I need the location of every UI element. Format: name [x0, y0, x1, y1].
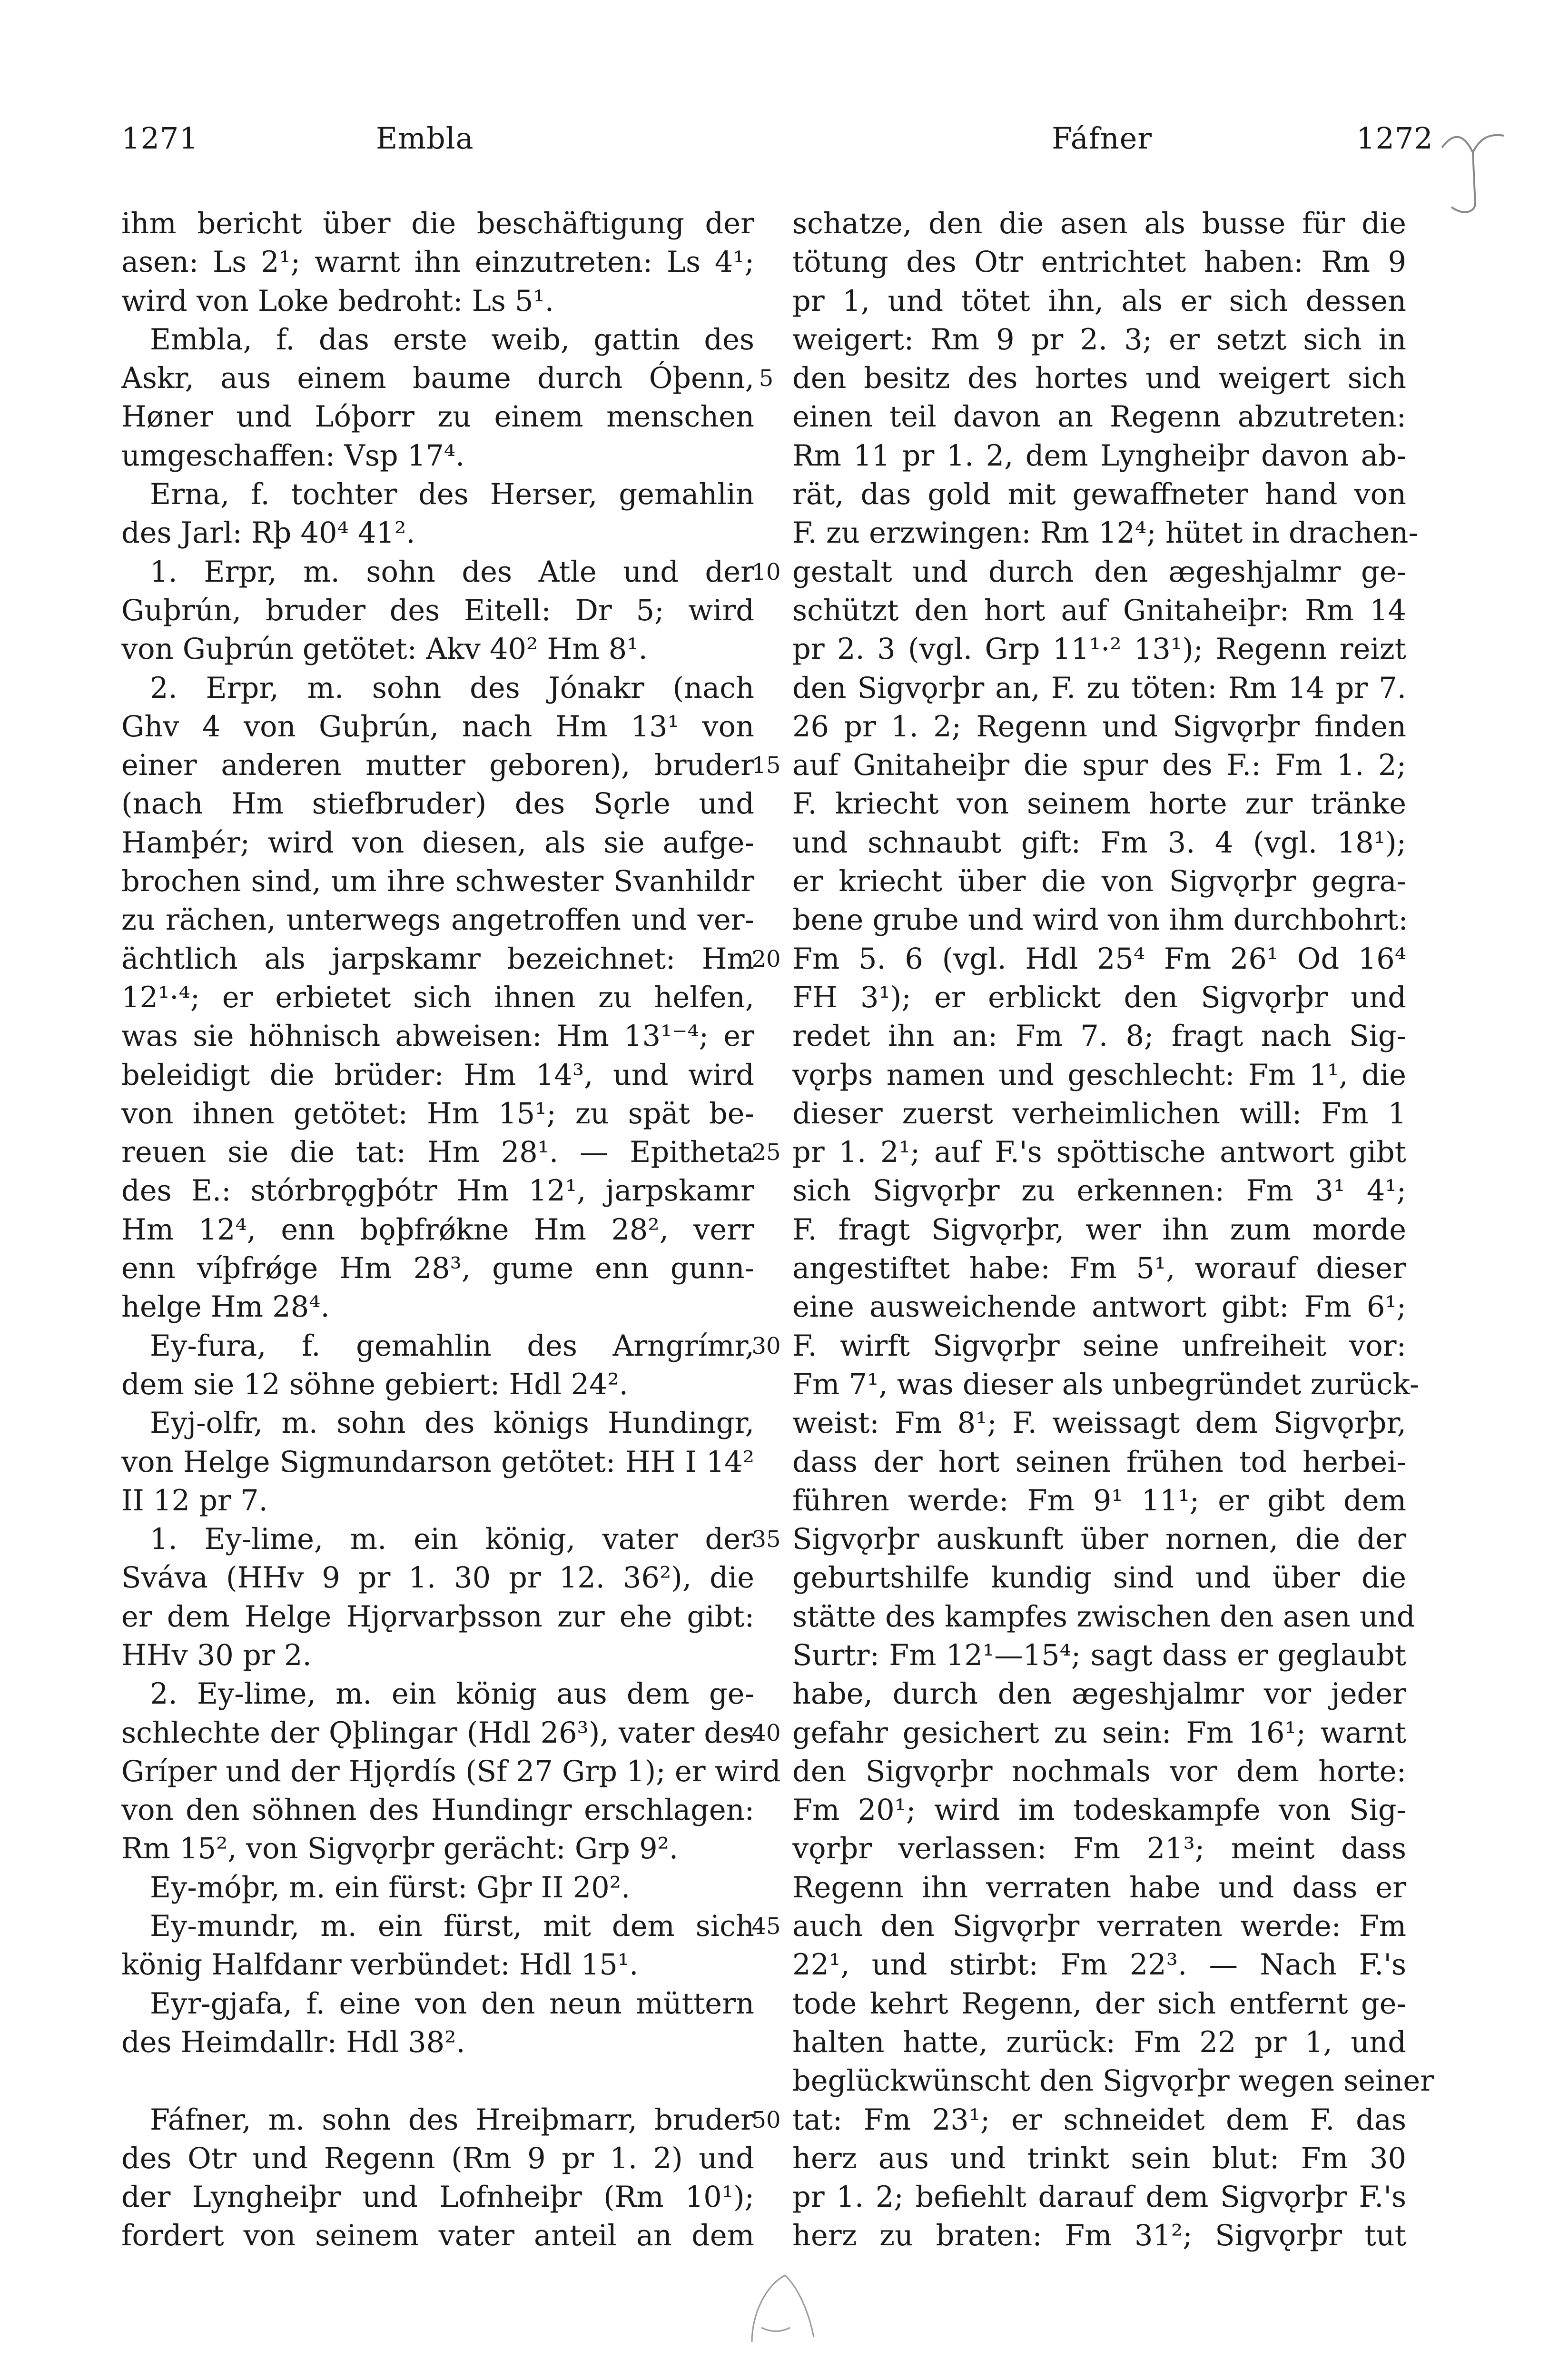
line-number: 25: [751, 1139, 781, 1166]
line-number-slot: [750, 2178, 783, 2217]
text-line: Eyj-olfr, m. sohn des königs Hundingr,: [150, 1407, 754, 1440]
text-line: 12¹·⁴; er erbietet sich ihnen zu helfen,: [121, 981, 754, 1014]
text-line: Ghv 4 von Guþrún, nach Hm 13¹ von: [121, 710, 754, 744]
line-number-slot: [750, 476, 783, 514]
text-line: gestalt und durch den ægeshjalmr ge-: [792, 555, 1406, 589]
text-line: 1. Erpr, m. sohn des Atle und der: [150, 555, 754, 589]
text-line: Erna, f. tochter des Herser, gemahlin: [150, 478, 754, 512]
line-number-slot: [750, 1753, 783, 1791]
line-number-slot: [750, 2062, 783, 2101]
text-line: tat: Fm 23¹; er schneidet dem F. das: [792, 2103, 1406, 2137]
line-number-slot: [750, 1869, 783, 1907]
line-number-slot: [750, 1250, 783, 1288]
text-line: reuen sie die tat: Hm 28¹. — Epitheta: [121, 1136, 754, 1170]
text-line: F. kriecht von seinem horte zur tränke: [792, 787, 1406, 821]
line-number-slot: [750, 2023, 783, 2062]
left-page-number: 1271: [121, 121, 198, 156]
text-line: Gríper und der Hjǫrdís (Sf 27 Grp 1); er wird: [121, 1755, 781, 1788]
line-number: 30: [751, 1332, 781, 1359]
text-line: von Guþrún getötet: Akv 40² Hm 8¹.: [121, 633, 648, 666]
text-line: Ey-móþr, m. ein fürst: Gþr II 20².: [150, 1871, 631, 1904]
text-line: des Otr und Regenn (Rm 9 pr 1. 2) und: [121, 2142, 754, 2175]
text-line: Askr, aus einem baume durch Óþenn,: [121, 362, 754, 396]
text-line: und schnaubt gift: Fm 3. 4 (vgl. 18¹);: [792, 826, 1406, 860]
text-line: Ey-fura, f. gemahlin des Arngrímr,: [150, 1329, 754, 1363]
text-line: vǫrþs namen und geschlecht: Fm 1¹, die: [792, 1058, 1406, 1092]
text-line: beglückwünscht den Sigvǫrþr wegen seiner: [792, 2064, 1434, 2098]
text-line: er dem Helge Hjǫrvarþsson zur ehe gibt:: [121, 1600, 754, 1634]
text-line: pr 1. 2; befiehlt darauf dem Sigvǫrþr F.'s: [792, 2181, 1406, 2214]
text-line: fordert von seinem vater anteil an dem: [121, 2219, 754, 2253]
text-line: habe, durch den ægeshjalmr vor jeder: [792, 1677, 1406, 1711]
line-number: 20: [751, 945, 781, 972]
line-number-slot: [750, 1172, 783, 1210]
line-number-slot: [750, 1985, 783, 2023]
line-number-slot: [750, 901, 783, 940]
text-line: F. fragt Sigvǫrþr, wer ihn zum morde: [792, 1213, 1406, 1247]
text-line: den besitz des hortes und weigert sich: [792, 362, 1406, 396]
text-line: 2. Ey-lime, m. ein könig aus dem ge-: [150, 1677, 754, 1711]
text-line: helge Hm 28⁴.: [121, 1290, 330, 1324]
text-line: des E.: stórbrǫgþótr Hm 12¹, jarpskamr: [121, 1174, 754, 1208]
text-line: herz zu braten: Fm 31²; Sigvǫrþr tut: [792, 2219, 1406, 2253]
line-number-slot: [750, 1211, 783, 1250]
line-number-slot: [750, 1404, 783, 1443]
line-number-slot: [750, 1636, 783, 1675]
text-line: weist: Fm 8¹; F. weissagt dem Sigvǫrþr,: [792, 1407, 1406, 1440]
text-line: führen werde: Fm 9¹ 11¹; er gibt dem: [792, 1484, 1406, 1517]
line-number-slot: [750, 1559, 783, 1597]
text-line: vǫrþr verlassen: Fm 21³; meint dass: [792, 1832, 1406, 1866]
text-line: was sie höhnisch abweisen: Hm 13¹⁻⁴; er: [121, 1020, 754, 1053]
text-line: Hm 12⁴, enn bǫþfrǿkne Hm 28², verr: [121, 1213, 754, 1247]
text-line: 1. Ey-lime, m. ein könig, vater der: [150, 1523, 754, 1557]
text-line: einen teil davon an Regenn abzutreten:: [792, 400, 1406, 434]
text-line: Rm 15², von Sigvǫrþr gerächt: Grp 9².: [121, 1832, 679, 1866]
line-number-slot: [750, 1366, 783, 1404]
text-line: dieser zuerst verheimlichen will: Fm 1: [792, 1097, 1406, 1130]
line-number: 35: [751, 1526, 781, 1553]
line-number-slot: [750, 592, 783, 630]
line-number-slot: [750, 1598, 783, 1636]
text-line: halten hatte, zurück: Fm 22 pr 1, und: [792, 2025, 1406, 2059]
text-line: Surtr: Fm 12¹—15⁴; sagt dass er geglaubt: [792, 1638, 1406, 1672]
line-number-slot: [750, 514, 783, 553]
line-number-slot: [750, 1056, 783, 1095]
line-number: 15: [751, 752, 781, 779]
line-number-slot: [750, 669, 783, 708]
text-line: weigert: Rm 9 pr 2. 3; er setzt sich in: [792, 323, 1406, 357]
text-line: Høner und Lóþorr zu einem menschen: [121, 400, 754, 434]
text-line: F. wirft Sigvǫrþr seine unfreiheit vor:: [792, 1329, 1406, 1363]
text-line: er kriecht über die von Sigvǫrþr gegra-: [792, 865, 1406, 899]
text-line: gefahr gesichert zu sein: Fm 16¹; warnt: [792, 1716, 1406, 1750]
line-number-slot: [750, 1288, 783, 1327]
line-number-slot: [750, 1675, 783, 1714]
line-number-slot: [750, 1830, 783, 1868]
line-number-slot: [750, 785, 783, 823]
text-line: des Heimdallr: Hdl 38².: [121, 2025, 465, 2059]
line-number-slot: [750, 1095, 783, 1133]
line-number-slot: [750, 321, 783, 359]
line-number-slot: [750, 1443, 783, 1482]
text-line: tode kehrt Regenn, der sich entfernt ge-: [792, 1987, 1406, 2021]
right-page-number: 1272: [1356, 121, 1433, 156]
text-line: der Lyngheiþr und Lofnheiþr (Rm 10¹);: [121, 2181, 754, 2214]
line-number-slot: [750, 863, 783, 901]
text-line: (nach Hm stiefbruder) des Sǫrle und: [121, 787, 754, 821]
line-number-slot: [750, 1482, 783, 1520]
line-number-slot: [750, 243, 783, 282]
line-number-slot: [750, 1946, 783, 1984]
text-line: Guþrún, bruder des Eitell: Dr 5; wird: [121, 594, 754, 627]
line-number-slot: [750, 437, 783, 476]
text-line: von den söhnen des Hundingr erschlagen:: [121, 1794, 754, 1827]
text-line: bene grube und wird von ihm durchbohrt:: [792, 903, 1408, 937]
text-line: 2. Erpr, m. sohn des Jónakr (nach: [150, 671, 754, 705]
left-running-headword: Embla: [376, 121, 474, 156]
text-line: pr 2. 3 (vgl. Grp 11¹·² 13¹); Regenn reizt: [792, 633, 1406, 666]
line-number-slot: [750, 398, 783, 436]
line-number-slot: [750, 979, 783, 1017]
text-line: von Helge Sigmundarson getötet: HH I 14²: [121, 1445, 754, 1479]
text-line: umgeschaffen: Vsp 17⁴.: [121, 439, 465, 473]
text-line: Sváva (HHv 9 pr 1. 30 pr 12. 36²), die: [121, 1561, 754, 1595]
text-line: rät, das gold mit gewaffneter hand von: [792, 478, 1406, 512]
entry-gap: [121, 2062, 754, 2101]
line-number: 50: [751, 2106, 781, 2133]
line-number-slot: [750, 2140, 783, 2178]
text-line: Regenn ihn verraten habe und dass er: [792, 1871, 1406, 1904]
text-line: den Sigvǫrþr an, F. zu töten: Rm 14 pr 7.: [792, 671, 1406, 705]
text-line: schützt den hort auf Gnitaheiþr: Rm 14: [792, 594, 1406, 627]
text-line: Fáfner, m. sohn des Hreiþmarr, bruder: [150, 2103, 754, 2137]
text-line: auf Gnitaheiþr die spur des F.: Fm 1. 2;: [792, 749, 1406, 783]
text-line: Fm 20¹; wird im todeskampfe von Sig-: [792, 1794, 1406, 1827]
handwritten-margin-mark: [1428, 119, 1532, 224]
text-line: geburtshilfe kundig sind und über die: [792, 1561, 1406, 1595]
line-number: 10: [751, 558, 781, 585]
text-line: könig Halfdanr verbündet: Hdl 15¹.: [121, 1948, 639, 1982]
text-line: auch den Sigvǫrþr verraten werde: Fm: [792, 1910, 1406, 1944]
line-number: 45: [751, 1913, 781, 1940]
text-line: Ey-mundr, m. ein fürst, mit dem sich: [150, 1910, 754, 1944]
text-line: schatze, den die asen als busse für die: [792, 207, 1406, 240]
text-line: 26 pr 1. 2; Regenn und Sigvǫrþr finden: [792, 710, 1406, 744]
line-number-slot: [750, 630, 783, 669]
text-line: redet ihn an: Fm 7. 8; fragt nach Sig-: [792, 1020, 1406, 1053]
text-line: des Jarl: Rþ 40⁴ 41².: [121, 516, 415, 550]
text-line: Embla, f. das erste weib, gattin des: [150, 323, 754, 357]
text-line: eine ausweichende antwort gibt: Fm 6¹;: [792, 1290, 1406, 1324]
right-column: [792, 205, 1434, 2256]
line-number-slot: [750, 205, 783, 243]
text-line: 22¹, und stirbt: Fm 22³. — Nach F.'s: [792, 1948, 1406, 1982]
line-number-gutter: [750, 205, 783, 2256]
text-line: FH 3¹); er erblickt den Sigvǫrþr und: [792, 981, 1406, 1014]
text-line: Eyr-gjafa, f. eine von den neun müttern: [150, 1987, 754, 2021]
text-line: Fm 5. 6 (vgl. Hdl 25⁴ Fm 26¹ Od 16⁴: [792, 942, 1406, 976]
text-line: dem sie 12 söhne gebiert: Hdl 24².: [121, 1368, 629, 1401]
text-line: Rm 11 pr 1. 2, dem Lyngheiþr davon ab-: [792, 439, 1406, 473]
text-line: sich Sigvǫrþr zu erkennen: Fm 3¹ 4¹;: [792, 1174, 1406, 1208]
text-line: brochen sind, um ihre schwester Svanhildr: [121, 865, 754, 899]
text-line: beleidigt die brüder: Hm 14³, und wird: [121, 1058, 754, 1092]
text-line: von ihnen getötet: Hm 15¹; zu spät be-: [121, 1097, 754, 1130]
text-line: stätte des kampfes zwischen den asen und: [792, 1600, 1415, 1634]
text-line: dass der hort seinen frühen tod herbei-: [792, 1445, 1406, 1479]
text-line: schlechte der Ǫþlingar (Hdl 26³), vater des: [121, 1716, 754, 1750]
text-line: tötung des Otr entrichtet haben: Rm 9: [792, 246, 1406, 279]
text-line: einer anderen mutter geboren), bruder: [121, 749, 754, 783]
right-running-headword: Fáfner: [1052, 121, 1152, 156]
line-number-slot: [750, 824, 783, 863]
text-line: Fm 7¹, was dieser als unbegründet zurück-: [792, 1368, 1420, 1401]
line-number-slot: [750, 2217, 783, 2255]
text-line: angestiftet habe: Fm 5¹, worauf dieser: [792, 1252, 1406, 1286]
text-line: F. zu erzwingen: Rm 12⁴; hütet in drachen-: [792, 516, 1418, 550]
text-line: Hamþér; wird von diesen, als sie aufge-: [121, 826, 754, 860]
line-number-slot: [750, 282, 783, 321]
text-line: Sigvǫrþr auskunft über nornen, die der: [792, 1523, 1406, 1557]
line-number: 40: [751, 1719, 781, 1746]
line-number-slot: [750, 708, 783, 746]
text-line: pr 1, und tötet ihn, als er sich dessen: [792, 284, 1406, 318]
line-number: 5: [759, 365, 774, 392]
text-line: II 12 pr 7.: [121, 1484, 268, 1517]
line-number-slot: [750, 1791, 783, 1830]
text-line: enn víþfrǿge Hm 28³, gume enn gunn-: [121, 1252, 754, 1286]
text-line: wird von Loke bedroht: Ls 5¹.: [121, 284, 554, 318]
line-number-slot: [750, 1017, 783, 1056]
text-line: pr 1. 2¹; auf F.'s spöttische antwort gibt: [792, 1136, 1406, 1170]
text-line: HHv 30 pr 2.: [121, 1638, 312, 1672]
text-line: zu rächen, unterwegs angetroffen und ver-: [121, 903, 754, 937]
text-line: herz aus und trinkt sein blut: Fm 30: [792, 2142, 1406, 2175]
text-line: ihm bericht über die beschäftigung der: [121, 207, 754, 240]
text-line: den Sigvǫrþr nochmals vor dem horte:: [792, 1755, 1406, 1788]
text-line: ächtlich als jarpskamr bezeichnet: Hm: [121, 942, 754, 976]
pencil-scribble: [733, 2256, 838, 2361]
text-line: asen: Ls 2¹; warnt ihn einzutreten: Ls 4¹;: [121, 246, 754, 279]
